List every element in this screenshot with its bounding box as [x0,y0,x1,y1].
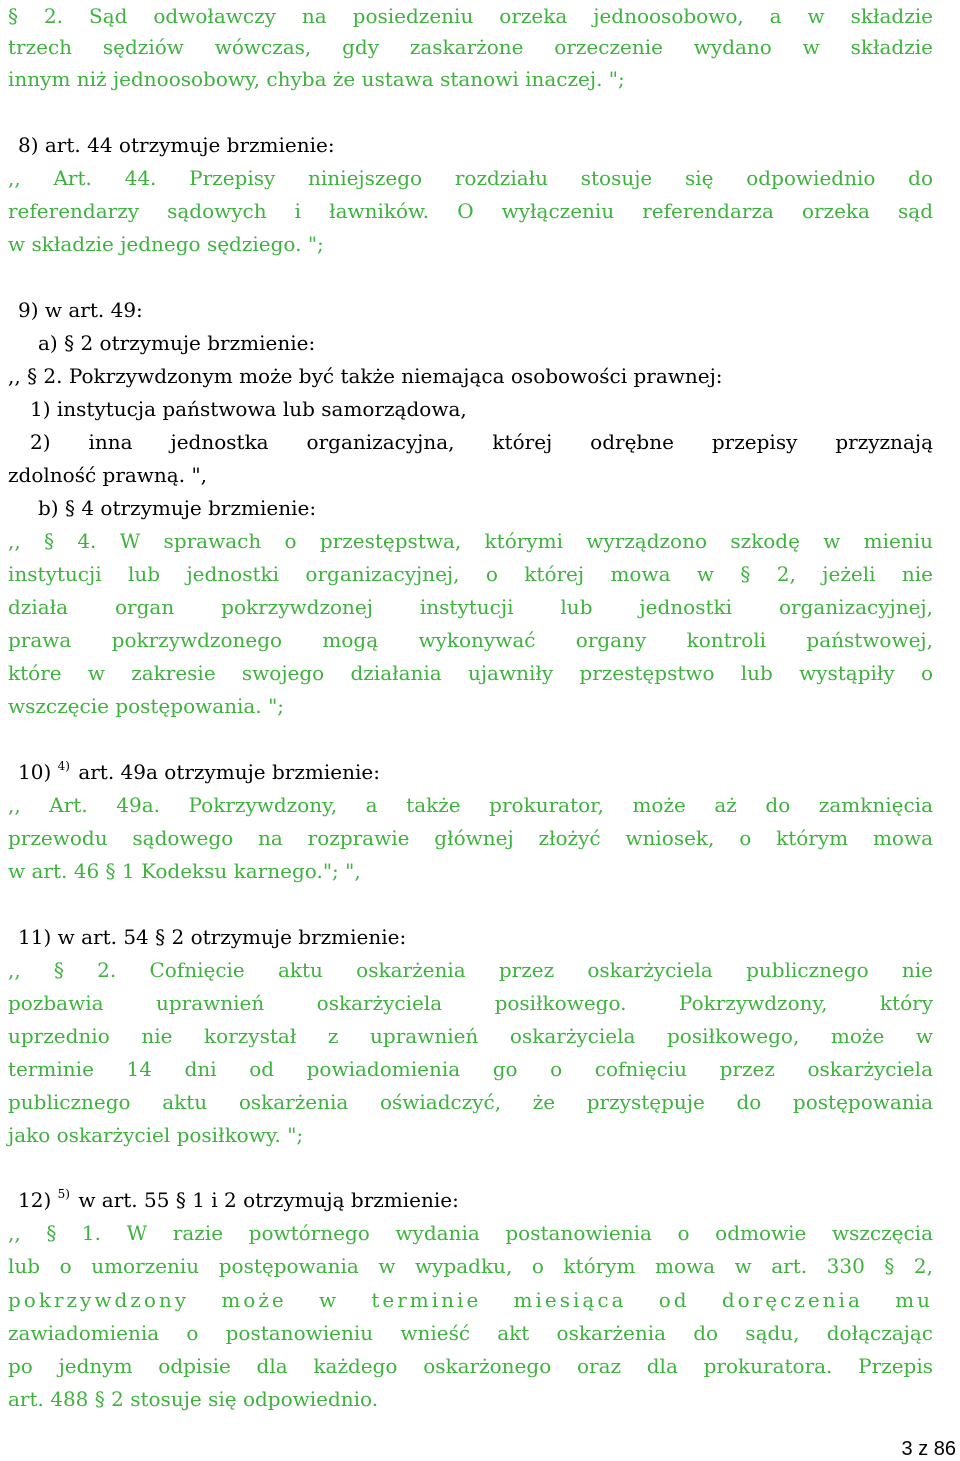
text-line [8,1020,933,1053]
text-segment: prawa pokrzywdzonego mogą wykonywać organy kontroli państwowej, [8,628,933,652]
text-line [8,1284,933,1317]
text-line [8,1086,933,1119]
text-line [8,657,933,690]
text-segment: 10) [18,760,52,784]
text-line [8,822,933,855]
text-segment: w art. 55 § 1 i 2 otrzymują brzmienie: [78,1188,459,1212]
page-number: 3 z 86 [901,1438,956,1460]
text-segment: 8) art. 44 otrzymuje brzmienie: [18,133,335,157]
text-segment: ,, Art. 49a. Pokrzywdzony, a także prokurator, może aż do zamknięcia [8,793,933,817]
text-line [8,195,933,228]
text-segment: instytucji lub jednostki organizacyjnej, o której mowa w § 2, jeżeli nie [8,562,933,586]
text-segment: uprzednio nie korzystał z uprawnień oskarżyciela posiłkowego, może w [8,1024,933,1048]
text-segment: lub o umorzeniu postępowania w wypadku, o którym mowa w art. 330 § 2, [8,1254,933,1278]
text-segment: trzech sędziów wówczas, gdy zaskarżone orzeczenie wydano w składzie [8,35,933,59]
text-segment: wszczęcie postępowania. "; [8,694,285,718]
text-segment: pozbawia uprawnień oskarżyciela posiłkowego. Pokrzywdzony, który [8,991,933,1015]
text-line [8,1383,933,1416]
text-segment: 11) w art. 54 § 2 otrzymuje brzmienie: [18,925,407,949]
text-line [8,789,933,822]
text-line [8,1250,933,1283]
text-line [30,393,933,426]
text-segment: jako oskarżyciel posiłkowy. "; [8,1123,304,1147]
text-segment: ,, Art. 44. Przepisy niniejszego rozdziału stosuje się odpowiednio do [8,166,933,190]
text-segment: 1) instytucja państwowa lub samorządowa, [30,397,467,421]
text-line [30,426,933,459]
text-line [8,360,933,393]
text-line [8,1350,933,1383]
text-line [18,756,933,789]
footnote-marker: 4) [57,759,70,773]
text-segment: ,, § 2. Cofnięcie aktu oskarżenia przez oskarżyciela publicznego nie [8,958,933,982]
text-segment: a) § 2 otrzymuje brzmienie: [38,331,316,355]
text-segment: zawiadomienia o postanowieniu wnieść akt oskarżenia do sądu, dołączając [8,1321,933,1345]
text-line [8,0,933,33]
text-line [8,954,933,987]
text-segment: po jednym odpisie dla każdego oskarżonego oraz dla prokuratora. Przepis [8,1354,933,1378]
text-line [18,294,933,327]
text-line [18,129,933,162]
text-line [8,228,933,261]
text-line [8,459,933,492]
text-line [18,1184,933,1217]
text-line [8,690,933,723]
text-segment: b) § 4 otrzymuje brzmienie: [38,496,317,520]
text-segment: § 2. Sąd odwoławczy na posiedzeniu orzeka jednoosobowo, a w składzie [8,4,933,28]
text-segment: ,, § 1. W razie powtórnego wydania postanowienia o odmowie wszczęcia [8,1221,933,1245]
text-segment: referendarzy sądowych i ławników. O wyłączeniu referendarza orzeka sąd [8,199,933,223]
text-segment: zdolność prawną. ", [8,463,208,487]
text-segment: publicznego aktu oskarżenia oświadczyć, że przystępuje do postępowania [8,1090,933,1114]
text-segment: 2) inna jednostka organizacyjna, której odrębne przepisy przyznają [30,430,933,454]
text-line [38,492,933,525]
text-line [8,624,933,657]
text-segment: terminie 14 dni od powiadomienia go o cofnięciu przez oskarżyciela [8,1057,933,1081]
text-line [38,327,933,360]
text-segment: w składzie jednego sędziego. "; [8,232,324,256]
text-segment: 9) w art. 49: [18,298,143,322]
text-line [8,63,933,96]
text-segment: w art. 46 § 1 Kodeksu karnego."; ", [8,859,361,883]
text-line [8,1053,933,1086]
text-line [8,525,933,558]
text-segment: przewodu sądowego na rozprawie głównej złożyć wniosek, o którym mowa [8,826,933,850]
text-segment: 12) [18,1188,52,1212]
text-line [8,1217,933,1250]
text-segment: działa organ pokrzywdzonej instytucji lub jednostki organizacyjnej, [8,595,933,619]
text-line [18,921,933,954]
text-segment: które w zakresie swojego działania ujawniły przestępstwo lub wystąpiły o [8,661,933,685]
text-line [8,558,933,591]
text-line [8,591,933,624]
text-segment: ,, § 4. W sprawach o przestępstwa, którymi wyrządzono szkodę w mieniu [8,529,933,553]
text-line [8,987,933,1020]
text-segment: innym niż jednoosobowy, chyba że ustawa stanowi inaczej. "; [8,67,625,91]
footnote-marker: 5) [57,1187,70,1201]
text-segment: pokrzywdzony może w terminie miesiąca od doręczenia mu [8,1288,933,1312]
text-segment: ,, § 2. Pokrzywdzonym może być także niemająca osobowości prawnej: [8,364,723,388]
text-line [8,1317,933,1350]
text-line [8,855,933,888]
text-line [8,31,933,64]
text-segment: art. 49a otrzymuje brzmienie: [78,760,380,784]
text-line [8,1119,933,1152]
text-line [8,162,933,195]
text-segment: art. 488 § 2 stosuje się odpowiednio. [8,1387,379,1411]
